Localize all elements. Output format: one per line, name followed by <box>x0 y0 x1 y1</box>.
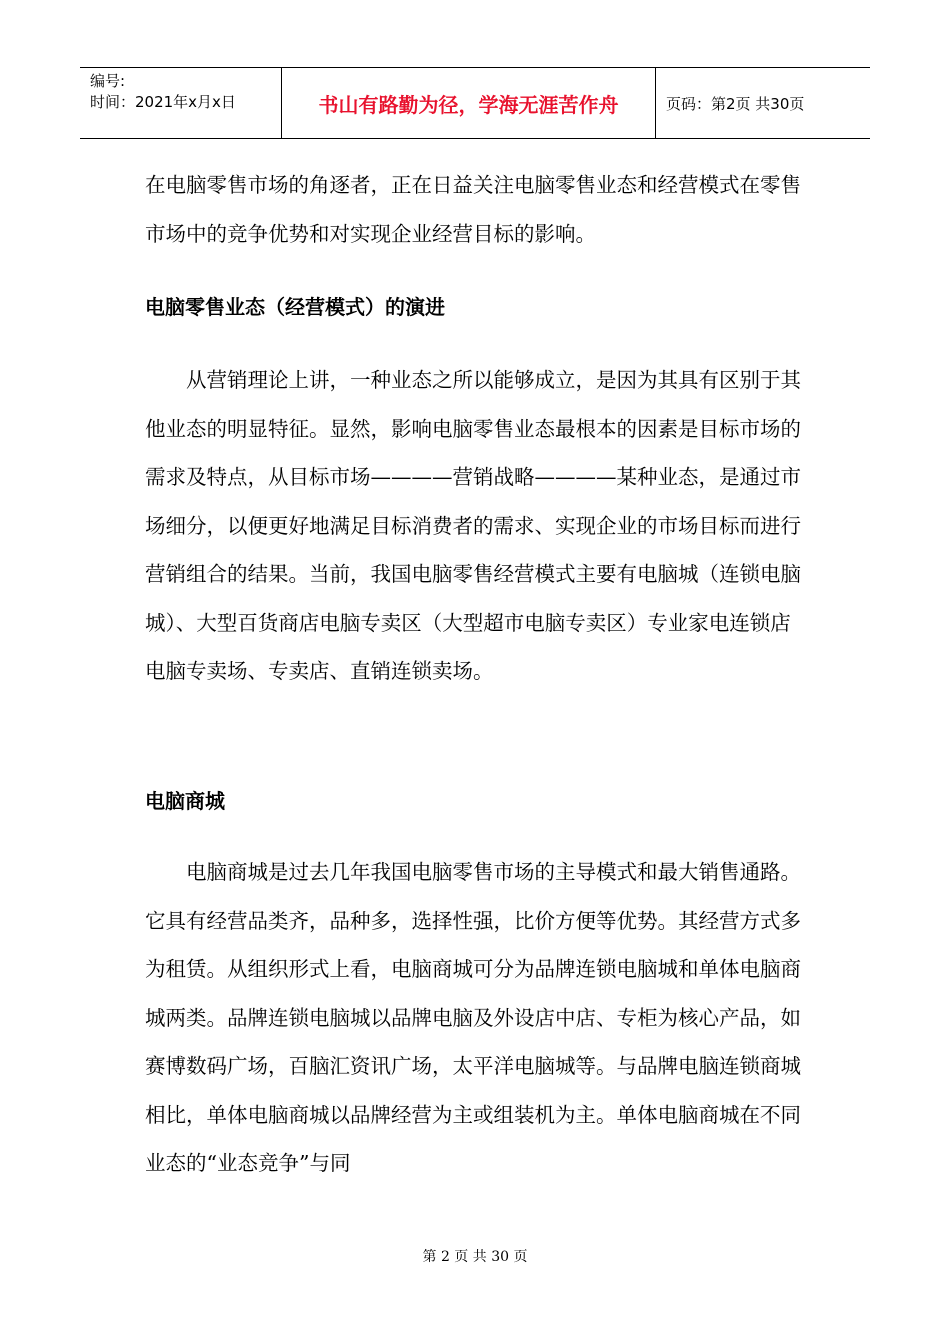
paragraph-evolution: 从营销理论上讲，一种业态之所以能够成立，是因为其具有区别于其他业态的明显特征。显然，影响电脑零售业态最根本的因素是目标市场的需求及特点，从目标市场————营销战略————某种业态，是通过市场细分，以便更好地满足目标消费者的需求、实现企业的市场目标而进行营销组合的结果。当前，我国电脑零售经营模式主要有电脑城（连锁电脑城）、大型百货商店电脑专卖区（大型超市电脑专卖区）专业家电连锁店电脑专卖场、专卖店、直销连锁卖场。 <box>145 368 801 683</box>
section-heading-evolution: 电脑零售业态（经营模式）的演进 <box>145 295 445 319</box>
page-footer <box>0 1246 950 1266</box>
serial-number-label: 编号: <box>90 72 126 90</box>
paragraph-computer-mall: 电脑商城是过去几年我国电脑零售市场的主导模式和最大销售通路。它具有经营品类齐，品种多，选择性强，比价方便等优势。其经营方式多为租赁。从组织形式上看，电脑商城可分为品牌连锁电脑城和单体电脑商城两类。品牌连锁电脑城以品牌电脑及外设店中店、专柜为核心产品，如赛博数码广场，百脑汇资讯广场，太平洋电脑城等。与品牌电脑连锁商城相比，单体电脑商城以品牌经营为主或组装机为主。单体电脑商城在不同业态的“业态竞争”与同 <box>145 860 801 1175</box>
section-heading-evolution-block <box>145 292 805 322</box>
paragraph-intro: 在电脑零售市场的角逐者，正在日益关注电脑零售业态和经营模式在零售市场中的竞争优势和对实现企业经营目标的影响。 <box>145 173 801 246</box>
date-line: 时间：2021年x月x日 <box>90 93 236 111</box>
header-motto: 书山有路勤为径，学海无涯苦作舟 <box>318 92 619 117</box>
section-heading-computer-mall: 电脑商城 <box>145 789 225 813</box>
paragraph-evolution-block <box>145 356 805 696</box>
section-heading-computer-mall-block <box>145 786 805 816</box>
header-motto-cell <box>282 68 656 138</box>
header-meta <box>80 68 282 138</box>
footer-page-number: 第 2 页 共 30 页 <box>422 1249 528 1265</box>
paragraph-computer-mall-block <box>145 848 805 1188</box>
paragraph-intro-block <box>145 161 805 258</box>
header-page-info: 页码：第2页 共30页 <box>666 94 805 113</box>
page-header <box>80 67 870 139</box>
